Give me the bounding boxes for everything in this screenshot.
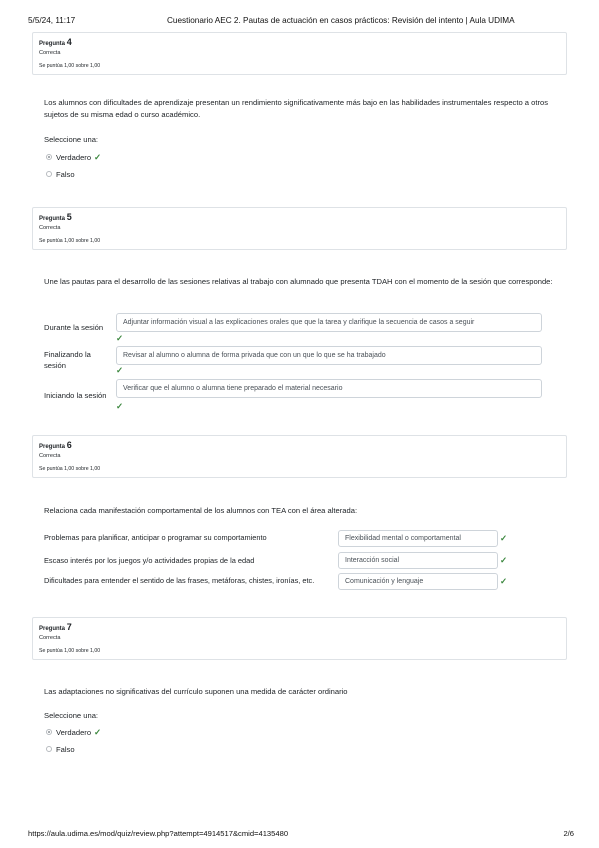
question-grade: Se puntúa 1,00 sobre 1,00	[39, 648, 101, 654]
match-label: Iniciando la sesión	[44, 391, 107, 400]
radio-icon[interactable]	[46, 171, 52, 177]
relation-answer-select[interactable]: Interacción social	[338, 552, 498, 569]
print-footer	[28, 829, 574, 841]
select-prompt: Seleccione una:	[44, 711, 99, 720]
match-label: Durante la sesión	[44, 323, 104, 332]
question-state: Correcta	[39, 635, 61, 641]
radio-icon[interactable]	[46, 746, 52, 752]
option-true[interactable]	[46, 726, 101, 738]
match-answer-select[interactable]: Verificar que el alumno o alumna tiene preparado el material necesario	[116, 379, 542, 398]
print-title: Cuestionario AEC 2. Pautas de actuación en casos prácticos: Revisión del intento | Aula UDIMA	[167, 16, 515, 25]
check-icon: ✓	[500, 576, 508, 586]
question-grade: Se puntúa 1,00 sobre 1,00	[39, 466, 101, 472]
check-icon: ✓	[116, 333, 124, 343]
check-icon: ✓	[500, 533, 508, 543]
check-icon: ✓	[116, 365, 124, 375]
option-label: Verdadero	[56, 727, 92, 737]
relation-label: Dificultades para entender el sentido de las frases, metáforas, chistes, ironías, etc.	[44, 576, 315, 585]
question-state: Correcta	[39, 50, 61, 56]
page-number: 2/6	[563, 829, 574, 838]
question-state: Correcta	[39, 225, 61, 231]
question-text: Los alumnos con dificultades de aprendizaje presentan un rendimiento significativamente más bajo en las habilidades instrumentales respecto a otros sujetos de su misma edad o curso académico.	[44, 98, 549, 119]
check-icon: ✓	[500, 555, 508, 565]
select-prompt: Seleccione una:	[44, 135, 99, 144]
question-grade: Se puntúa 1,00 sobre 1,00	[39, 238, 101, 244]
print-url: https://aula.udima.es/mod/quiz/review.php?attempt=4914517&cmid=4135480	[28, 829, 289, 838]
question-number: Pregunta 4	[39, 37, 72, 47]
question-info-7	[32, 617, 567, 660]
question-text: Relaciona cada manifestación comportamental de los alumnos con TEA con el área alterada:	[44, 506, 358, 515]
relation-answer-select[interactable]: Flexibilidad mental o comportamental	[338, 530, 498, 547]
question-text: Las adaptaciones no significativas del currículo suponen una medida de carácter ordinario	[44, 687, 348, 696]
match-answer-select[interactable]: Adjuntar información visual a las explicaciones orales que que la tarea y clarifique la secuencia de casos a seguir	[116, 313, 542, 332]
relation-answer-select[interactable]: Comunicación y lenguaje	[338, 573, 498, 590]
option-true[interactable]	[46, 151, 101, 163]
question-info-6	[32, 435, 567, 478]
option-label: Falso	[56, 744, 75, 754]
question-state: Correcta	[39, 453, 61, 459]
check-icon: ✓	[94, 726, 102, 737]
check-icon: ✓	[94, 151, 102, 162]
option-label: Falso	[56, 169, 75, 179]
question-grade: Se puntúa 1,00 sobre 1,00	[39, 63, 101, 69]
question-number: Pregunta 6	[39, 440, 72, 450]
option-false[interactable]	[46, 743, 75, 755]
match-answer-select[interactable]: Revisar al alumno o alumna de forma privada que con un que lo que se ha trabajado	[116, 346, 542, 365]
radio-icon[interactable]	[46, 154, 52, 160]
check-icon: ✓	[116, 401, 124, 411]
print-datetime: 5/5/24, 11:17	[28, 16, 76, 25]
question-info-5	[32, 207, 567, 250]
question-number: Pregunta 7	[39, 622, 72, 632]
print-header	[28, 16, 568, 28]
option-label: Verdadero	[56, 152, 92, 162]
question-text: Une las pautas para el desarrollo de las sesiones relativas al trabajo con alumnado que presenta TDAH con el momento de la sesión que corresponde:	[44, 277, 553, 286]
relation-label: Escaso interés por los juegos y/o actividades propias de la edad	[44, 556, 255, 565]
option-false[interactable]	[46, 168, 75, 180]
match-label: Finalizando la sesión	[44, 350, 91, 370]
question-info-4	[32, 32, 567, 75]
relation-label: Problemas para planificar, anticipar o programar su comportamiento	[44, 533, 267, 542]
radio-icon[interactable]	[46, 729, 52, 735]
question-number: Pregunta 5	[39, 212, 72, 222]
